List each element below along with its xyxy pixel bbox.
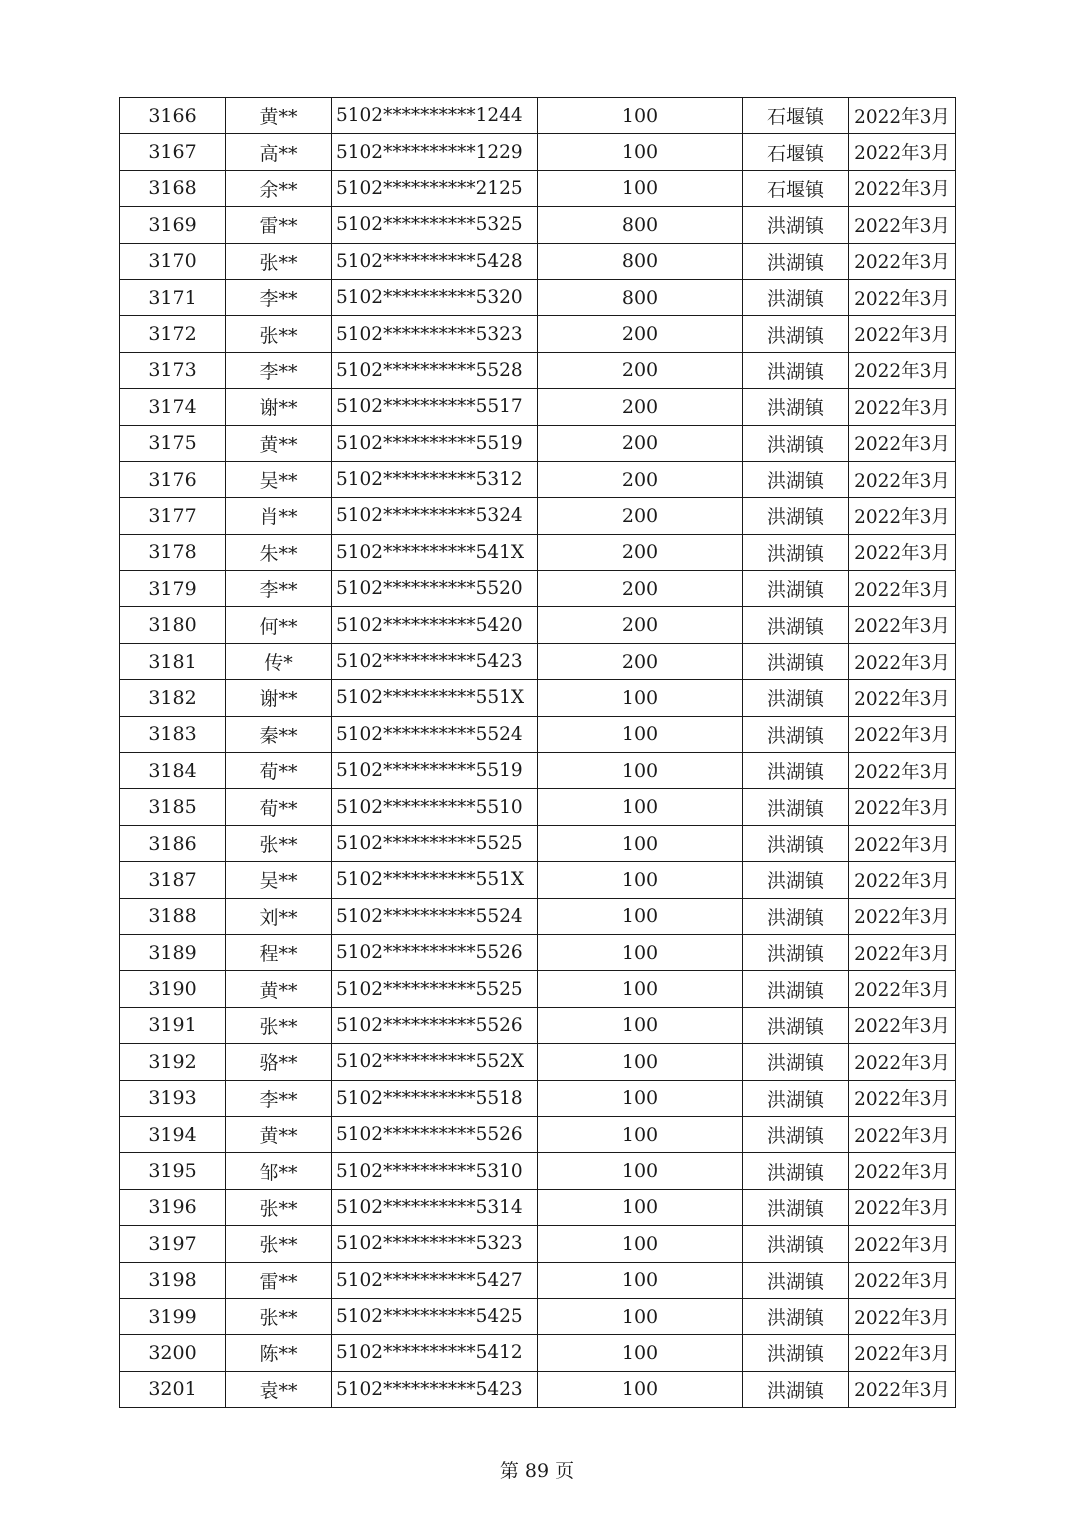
cell-date: 2022年3月	[849, 716, 956, 752]
table-row	[120, 789, 956, 825]
cell-date: 2022年3月	[849, 1335, 956, 1371]
cell-id-number: 5102**********5517	[332, 389, 538, 425]
cell-serial-number: 3191	[120, 1007, 226, 1043]
cell-amount: 100	[538, 98, 743, 134]
cell-name: 李**	[226, 1080, 332, 1116]
cell-serial-number: 3183	[120, 716, 226, 752]
cell-town: 洪湖镇	[743, 1116, 849, 1152]
records-table-body	[120, 98, 956, 1408]
cell-town: 石堰镇	[743, 98, 849, 134]
cell-serial-number: 3189	[120, 934, 226, 970]
cell-date: 2022年3月	[849, 279, 956, 315]
cell-serial-number: 3196	[120, 1189, 226, 1225]
cell-amount: 200	[538, 461, 743, 497]
cell-date: 2022年3月	[849, 898, 956, 934]
cell-serial-number: 3185	[120, 789, 226, 825]
cell-town: 洪湖镇	[743, 243, 849, 279]
cell-date: 2022年3月	[849, 971, 956, 1007]
cell-id-number: 5102**********5528	[332, 352, 538, 388]
cell-amount: 100	[538, 1007, 743, 1043]
cell-id-number: 5102**********5526	[332, 1007, 538, 1043]
cell-date: 2022年3月	[849, 862, 956, 898]
cell-serial-number: 3181	[120, 643, 226, 679]
table-row	[120, 1007, 956, 1043]
cell-date: 2022年3月	[849, 534, 956, 570]
cell-amount: 100	[538, 1153, 743, 1189]
table-row	[120, 461, 956, 497]
cell-amount: 100	[538, 1189, 743, 1225]
cell-name: 陈**	[226, 1335, 332, 1371]
cell-town: 洪湖镇	[743, 1044, 849, 1080]
cell-amount: 100	[538, 934, 743, 970]
table-row	[120, 1153, 956, 1189]
cell-town: 洪湖镇	[743, 425, 849, 461]
table-row	[120, 643, 956, 679]
cell-amount: 100	[538, 1371, 743, 1407]
cell-town: 洪湖镇	[743, 1262, 849, 1298]
cell-name: 余**	[226, 170, 332, 206]
cell-town: 洪湖镇	[743, 898, 849, 934]
cell-date: 2022年3月	[849, 1153, 956, 1189]
cell-name: 张**	[226, 1007, 332, 1043]
table-row	[120, 1298, 956, 1334]
cell-date: 2022年3月	[849, 98, 956, 134]
cell-amount: 100	[538, 1080, 743, 1116]
cell-date: 2022年3月	[849, 170, 956, 206]
cell-amount: 100	[538, 1226, 743, 1262]
cell-date: 2022年3月	[849, 425, 956, 461]
cell-name: 李**	[226, 279, 332, 315]
cell-serial-number: 3172	[120, 316, 226, 352]
table-row	[120, 862, 956, 898]
cell-id-number: 5102**********5412	[332, 1335, 538, 1371]
table-row	[120, 753, 956, 789]
table-row	[120, 1189, 956, 1225]
cell-date: 2022年3月	[849, 243, 956, 279]
cell-date: 2022年3月	[849, 316, 956, 352]
cell-id-number: 5102**********5526	[332, 934, 538, 970]
cell-serial-number: 3186	[120, 825, 226, 861]
cell-serial-number: 3187	[120, 862, 226, 898]
cell-amount: 100	[538, 1298, 743, 1334]
cell-town: 洪湖镇	[743, 789, 849, 825]
table-row	[120, 934, 956, 970]
cell-serial-number: 3201	[120, 1371, 226, 1407]
cell-date: 2022年3月	[849, 1044, 956, 1080]
cell-date: 2022年3月	[849, 607, 956, 643]
cell-amount: 100	[538, 789, 743, 825]
records-table	[119, 97, 956, 1408]
cell-serial-number: 3192	[120, 1044, 226, 1080]
table-row	[120, 680, 956, 716]
cell-town: 洪湖镇	[743, 1371, 849, 1407]
cell-id-number: 5102**********5325	[332, 207, 538, 243]
cell-serial-number: 3180	[120, 607, 226, 643]
cell-amount: 200	[538, 498, 743, 534]
cell-name: 谢**	[226, 389, 332, 425]
cell-serial-number: 3199	[120, 1298, 226, 1334]
cell-amount: 800	[538, 243, 743, 279]
cell-name: 张**	[226, 243, 332, 279]
cell-name: 吴**	[226, 461, 332, 497]
cell-date: 2022年3月	[849, 1371, 956, 1407]
cell-name: 张**	[226, 1189, 332, 1225]
cell-date: 2022年3月	[849, 753, 956, 789]
cell-id-number: 5102**********5324	[332, 498, 538, 534]
cell-id-number: 5102**********5510	[332, 789, 538, 825]
cell-town: 洪湖镇	[743, 1335, 849, 1371]
table-row	[120, 498, 956, 534]
table-row	[120, 389, 956, 425]
cell-amount: 100	[538, 971, 743, 1007]
cell-amount: 800	[538, 279, 743, 315]
cell-town: 洪湖镇	[743, 934, 849, 970]
cell-id-number: 5102**********5323	[332, 316, 538, 352]
cell-id-number: 5102**********1229	[332, 134, 538, 170]
cell-town: 洪湖镇	[743, 571, 849, 607]
cell-id-number: 5102**********5524	[332, 716, 538, 752]
cell-amount: 100	[538, 1044, 743, 1080]
cell-name: 李**	[226, 571, 332, 607]
cell-date: 2022年3月	[849, 1116, 956, 1152]
cell-town: 洪湖镇	[743, 207, 849, 243]
cell-name: 荀**	[226, 753, 332, 789]
cell-id-number: 5102**********5520	[332, 571, 538, 607]
cell-date: 2022年3月	[849, 1262, 956, 1298]
cell-id-number: 5102**********552X	[332, 1044, 538, 1080]
cell-amount: 100	[538, 170, 743, 206]
cell-amount: 100	[538, 753, 743, 789]
cell-id-number: 5102**********551X	[332, 862, 538, 898]
cell-serial-number: 3188	[120, 898, 226, 934]
cell-serial-number: 3168	[120, 170, 226, 206]
cell-town: 洪湖镇	[743, 352, 849, 388]
cell-town: 洪湖镇	[743, 825, 849, 861]
cell-town: 洪湖镇	[743, 1189, 849, 1225]
cell-date: 2022年3月	[849, 1007, 956, 1043]
table-row	[120, 571, 956, 607]
table-row	[120, 170, 956, 206]
cell-town: 洪湖镇	[743, 534, 849, 570]
table-row	[120, 534, 956, 570]
cell-serial-number: 3167	[120, 134, 226, 170]
cell-id-number: 5102**********1244	[332, 98, 538, 134]
cell-name: 传*	[226, 643, 332, 679]
cell-town: 洪湖镇	[743, 498, 849, 534]
cell-serial-number: 3175	[120, 425, 226, 461]
cell-name: 吴**	[226, 862, 332, 898]
cell-id-number: 5102**********5427	[332, 1262, 538, 1298]
cell-serial-number: 3193	[120, 1080, 226, 1116]
cell-date: 2022年3月	[849, 389, 956, 425]
cell-town: 石堰镇	[743, 170, 849, 206]
cell-id-number: 5102**********5310	[332, 1153, 538, 1189]
cell-serial-number: 3170	[120, 243, 226, 279]
cell-amount: 100	[538, 1335, 743, 1371]
cell-date: 2022年3月	[849, 207, 956, 243]
cell-name: 张**	[226, 316, 332, 352]
table-row	[120, 279, 956, 315]
cell-date: 2022年3月	[849, 643, 956, 679]
table-row	[120, 134, 956, 170]
cell-name: 张**	[226, 1226, 332, 1262]
cell-serial-number: 3198	[120, 1262, 226, 1298]
cell-name: 何**	[226, 607, 332, 643]
cell-date: 2022年3月	[849, 571, 956, 607]
cell-date: 2022年3月	[849, 134, 956, 170]
cell-name: 程**	[226, 934, 332, 970]
cell-name: 刘**	[226, 898, 332, 934]
cell-id-number: 5102**********5519	[332, 753, 538, 789]
cell-amount: 100	[538, 134, 743, 170]
cell-id-number: 5102**********551X	[332, 680, 538, 716]
cell-town: 洪湖镇	[743, 716, 849, 752]
cell-serial-number: 3195	[120, 1153, 226, 1189]
cell-name: 雷**	[226, 207, 332, 243]
cell-id-number: 5102**********5519	[332, 425, 538, 461]
cell-id-number: 5102**********5524	[332, 898, 538, 934]
table-row	[120, 207, 956, 243]
cell-name: 黄**	[226, 425, 332, 461]
table-row	[120, 352, 956, 388]
cell-date: 2022年3月	[849, 1189, 956, 1225]
cell-id-number: 5102**********5525	[332, 971, 538, 1007]
table-row	[120, 1080, 956, 1116]
cell-name: 谢**	[226, 680, 332, 716]
cell-name: 黄**	[226, 971, 332, 1007]
table-row	[120, 1116, 956, 1152]
cell-town: 石堰镇	[743, 134, 849, 170]
cell-name: 骆**	[226, 1044, 332, 1080]
table-row	[120, 316, 956, 352]
cell-name: 张**	[226, 825, 332, 861]
cell-id-number: 5102**********5320	[332, 279, 538, 315]
cell-town: 洪湖镇	[743, 680, 849, 716]
cell-amount: 200	[538, 352, 743, 388]
cell-town: 洪湖镇	[743, 279, 849, 315]
cell-serial-number: 3169	[120, 207, 226, 243]
cell-serial-number: 3177	[120, 498, 226, 534]
cell-id-number: 5102**********5423	[332, 1371, 538, 1407]
table-row	[120, 1262, 956, 1298]
cell-date: 2022年3月	[849, 1298, 956, 1334]
cell-id-number: 5102**********5420	[332, 607, 538, 643]
cell-name: 李**	[226, 352, 332, 388]
cell-id-number: 5102**********5525	[332, 825, 538, 861]
cell-serial-number: 3182	[120, 680, 226, 716]
cell-id-number: 5102**********541X	[332, 534, 538, 570]
table-row	[120, 607, 956, 643]
cell-date: 2022年3月	[849, 825, 956, 861]
cell-amount: 200	[538, 643, 743, 679]
cell-id-number: 5102**********5428	[332, 243, 538, 279]
cell-date: 2022年3月	[849, 352, 956, 388]
cell-town: 洪湖镇	[743, 1007, 849, 1043]
cell-amount: 800	[538, 207, 743, 243]
cell-date: 2022年3月	[849, 498, 956, 534]
table-row	[120, 1335, 956, 1371]
cell-name: 高**	[226, 134, 332, 170]
cell-town: 洪湖镇	[743, 1080, 849, 1116]
table-row	[120, 971, 956, 1007]
cell-serial-number: 3176	[120, 461, 226, 497]
cell-name: 邹**	[226, 1153, 332, 1189]
table-row	[120, 898, 956, 934]
cell-town: 洪湖镇	[743, 753, 849, 789]
cell-id-number: 5102**********5526	[332, 1116, 538, 1152]
cell-name: 朱**	[226, 534, 332, 570]
cell-date: 2022年3月	[849, 934, 956, 970]
cell-serial-number: 3194	[120, 1116, 226, 1152]
table-row	[120, 243, 956, 279]
cell-date: 2022年3月	[849, 461, 956, 497]
cell-amount: 100	[538, 1116, 743, 1152]
cell-town: 洪湖镇	[743, 862, 849, 898]
cell-id-number: 5102**********5312	[332, 461, 538, 497]
cell-town: 洪湖镇	[743, 1226, 849, 1262]
cell-id-number: 5102**********5425	[332, 1298, 538, 1334]
cell-amount: 200	[538, 607, 743, 643]
cell-date: 2022年3月	[849, 1226, 956, 1262]
table-row	[120, 1226, 956, 1262]
cell-id-number: 5102**********2125	[332, 170, 538, 206]
cell-town: 洪湖镇	[743, 316, 849, 352]
table-row	[120, 98, 956, 134]
table-row	[120, 716, 956, 752]
table-row	[120, 1044, 956, 1080]
cell-town: 洪湖镇	[743, 1298, 849, 1334]
cell-amount: 100	[538, 825, 743, 861]
cell-name: 张**	[226, 1298, 332, 1334]
cell-name: 黄**	[226, 1116, 332, 1152]
cell-date: 2022年3月	[849, 1080, 956, 1116]
cell-town: 洪湖镇	[743, 607, 849, 643]
cell-amount: 100	[538, 898, 743, 934]
cell-serial-number: 3166	[120, 98, 226, 134]
page-number: 第 89 页	[499, 1460, 575, 1482]
cell-amount: 200	[538, 425, 743, 461]
cell-amount: 100	[538, 1262, 743, 1298]
cell-amount: 100	[538, 862, 743, 898]
cell-name: 黄**	[226, 98, 332, 134]
cell-serial-number: 3174	[120, 389, 226, 425]
cell-date: 2022年3月	[849, 680, 956, 716]
table-row	[120, 825, 956, 861]
cell-date: 2022年3月	[849, 789, 956, 825]
cell-amount: 200	[538, 316, 743, 352]
cell-name: 肖**	[226, 498, 332, 534]
cell-name: 袁**	[226, 1371, 332, 1407]
cell-amount: 100	[538, 680, 743, 716]
cell-amount: 200	[538, 389, 743, 425]
cell-name: 荀**	[226, 789, 332, 825]
cell-serial-number: 3178	[120, 534, 226, 570]
cell-id-number: 5102**********5518	[332, 1080, 538, 1116]
cell-serial-number: 3179	[120, 571, 226, 607]
cell-amount: 100	[538, 716, 743, 752]
cell-id-number: 5102**********5423	[332, 643, 538, 679]
cell-serial-number: 3200	[120, 1335, 226, 1371]
table-row	[120, 425, 956, 461]
cell-id-number: 5102**********5323	[332, 1226, 538, 1262]
cell-town: 洪湖镇	[743, 971, 849, 1007]
cell-name: 雷**	[226, 1262, 332, 1298]
cell-serial-number: 3197	[120, 1226, 226, 1262]
cell-serial-number: 3190	[120, 971, 226, 1007]
cell-town: 洪湖镇	[743, 643, 849, 679]
cell-amount: 200	[538, 534, 743, 570]
cell-town: 洪湖镇	[743, 1153, 849, 1189]
cell-serial-number: 3173	[120, 352, 226, 388]
table-row	[120, 1371, 956, 1407]
cell-name: 秦**	[226, 716, 332, 752]
cell-id-number: 5102**********5314	[332, 1189, 538, 1225]
cell-town: 洪湖镇	[743, 461, 849, 497]
cell-serial-number: 3171	[120, 279, 226, 315]
cell-town: 洪湖镇	[743, 389, 849, 425]
cell-serial-number: 3184	[120, 753, 226, 789]
cell-amount: 200	[538, 571, 743, 607]
